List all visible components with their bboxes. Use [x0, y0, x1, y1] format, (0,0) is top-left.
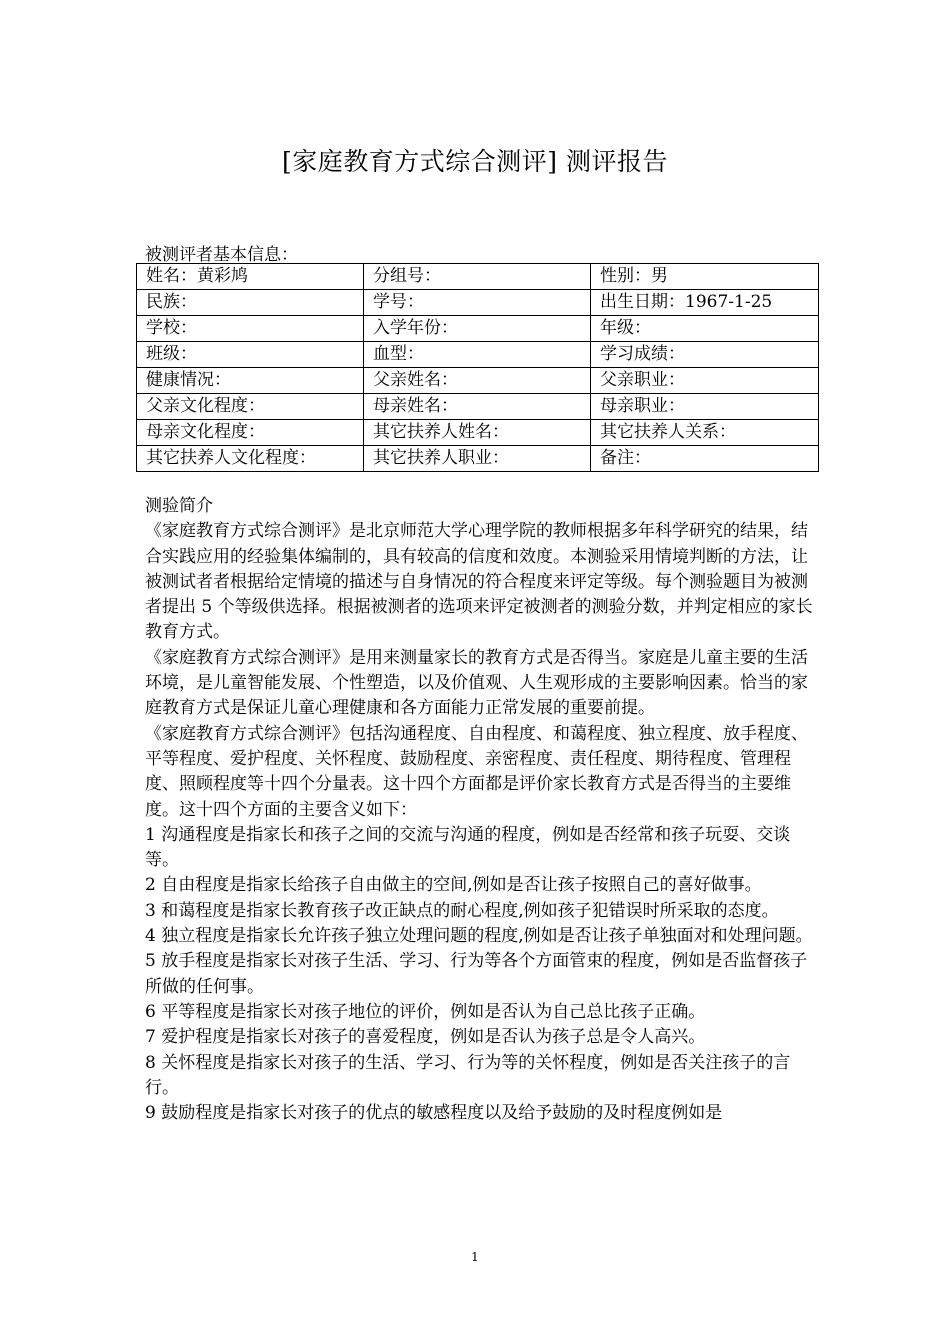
- body-paragraph: 7 爱护程度是指家长对孩子的喜爱程度，例如是否认为孩子总是令人高兴。: [145, 1027, 706, 1048]
- info-cell: 学校：: [137, 316, 364, 342]
- info-cell: 其它扶养人关系：: [591, 420, 819, 446]
- body-paragraph: 2 自由程度是指家长给孩子自由做主的空间,例如是否让孩子按照自己的喜好做事。: [145, 875, 762, 896]
- basic-info-table: [136, 263, 819, 472]
- info-row: [137, 316, 819, 342]
- report-body: [145, 494, 813, 1126]
- info-cell: 母亲职业：: [591, 394, 819, 420]
- info-cell: 其它扶养人姓名：: [364, 420, 591, 446]
- info-row: [137, 264, 819, 290]
- body-paragraph: 《家庭教育方式综合测评》包括沟通程度、自由程度、和蔼程度、独立程度、放手程度、平等程度、爱护程度、关怀程度、鼓励程度、亲密程度、责任程度、期待程度、管理程度、照顾程度等十四个分量表。这十四个方面都是评价家长教育方式是否得当的主要维度。这十四个方面的主要含义如下：: [145, 723, 808, 820]
- info-row: [137, 368, 819, 394]
- info-cell: 姓名：黄彩鸠: [137, 264, 364, 290]
- info-cell: 年级：: [591, 316, 819, 342]
- info-row: [137, 342, 819, 368]
- body-paragraph: 《家庭教育方式综合测评》是用来测量家长的教育方式是否得当。家庭是儿童主要的生活环境，是儿童智能发展、个性塑造，以及价值观、人生观形成的主要影响因素。恰当的家庭教育方式是保证儿童心理健康和各方面能力正常发展的重要前提。: [145, 647, 808, 719]
- info-cell: 分组号：: [364, 264, 591, 290]
- basic-info-table-body: [137, 264, 819, 472]
- info-cell: 备注：: [591, 446, 819, 472]
- body-paragraph: 3 和蔼程度是指家长教育孩子改正缺点的耐心程度,例如孩子犯错误时所采取的态度。: [145, 900, 779, 921]
- info-row: [137, 394, 819, 420]
- body-paragraph: 《家庭教育方式综合测评》是北京师范大学心理学院的教师根据多年科学研究的结果，结合实践应用的经验集体编制的，具有较高的信度和效度。本测验采用情境判断的方法，让被测试者者根据给定情境的描述与自身情况的符合程度来评定等级。每个测验题目为被测者提出 5 个等级供选择。根据被测者的选项来评定被测者的测验分数，并判定相应的家长教育方式。: [145, 521, 813, 643]
- info-cell: 学号：: [364, 290, 591, 316]
- info-cell: 其它扶养人职业：: [364, 446, 591, 472]
- info-row: [137, 290, 819, 316]
- body-paragraph: 5 放手程度是指家长对孩子生活、学习、行为等各个方面管束的程度，例如是否监督孩子所做的任何事。: [145, 951, 808, 997]
- info-cell: 性别：男: [591, 264, 819, 290]
- info-cell: 父亲姓名：: [364, 368, 591, 394]
- info-row: [137, 446, 819, 472]
- page-number: 1: [471, 1250, 479, 1264]
- body-paragraph: 1 沟通程度是指家长和孩子之间的交流与沟通的程度，例如是否经常和孩子玩耍、交谈等。: [145, 824, 791, 871]
- body-paragraph: 8 关怀程度是指家长对孩子的生活、学习、行为等的关怀程度，例如是否关注孩子的言行。: [145, 1052, 791, 1098]
- info-cell: 学习成绩：: [591, 342, 819, 368]
- info-cell: 其它扶养人文化程度：: [137, 446, 364, 472]
- info-cell: 民族：: [137, 290, 364, 316]
- section-title: 测验简介: [145, 496, 213, 516]
- info-cell: 出生日期：1967-1-25: [591, 290, 819, 316]
- body-paragraph: 4 独立程度是指家长允许孩子独立处理问题的程度,例如是否让孩子单独面对和处理问题。: [145, 926, 813, 947]
- info-cell: 健康情况：: [137, 368, 364, 394]
- info-cell: 母亲姓名：: [364, 394, 591, 420]
- body-paragraph: 9 鼓励程度是指家长对孩子的优点的敏感程度以及给予鼓励的及时程度例如是: [145, 1103, 723, 1124]
- info-row: [137, 420, 819, 446]
- report-title: [家庭教育方式综合测评] 测评报告: [282, 147, 668, 176]
- info-cell: 入学年份：: [364, 316, 591, 342]
- info-cell: 班级：: [137, 342, 364, 368]
- info-cell: 母亲文化程度：: [137, 420, 364, 446]
- info-cell: 血型：: [364, 342, 591, 368]
- body-paragraph: 6 平等程度是指家长对孩子地位的评价，例如是否认为自己总比孩子正确。: [145, 1001, 706, 1022]
- intro-paragraphs: [145, 519, 813, 1126]
- basic-info-label: 被测评者基本信息：: [145, 245, 298, 265]
- info-cell: 父亲职业：: [591, 368, 819, 394]
- info-cell: 父亲文化程度：: [137, 394, 364, 420]
